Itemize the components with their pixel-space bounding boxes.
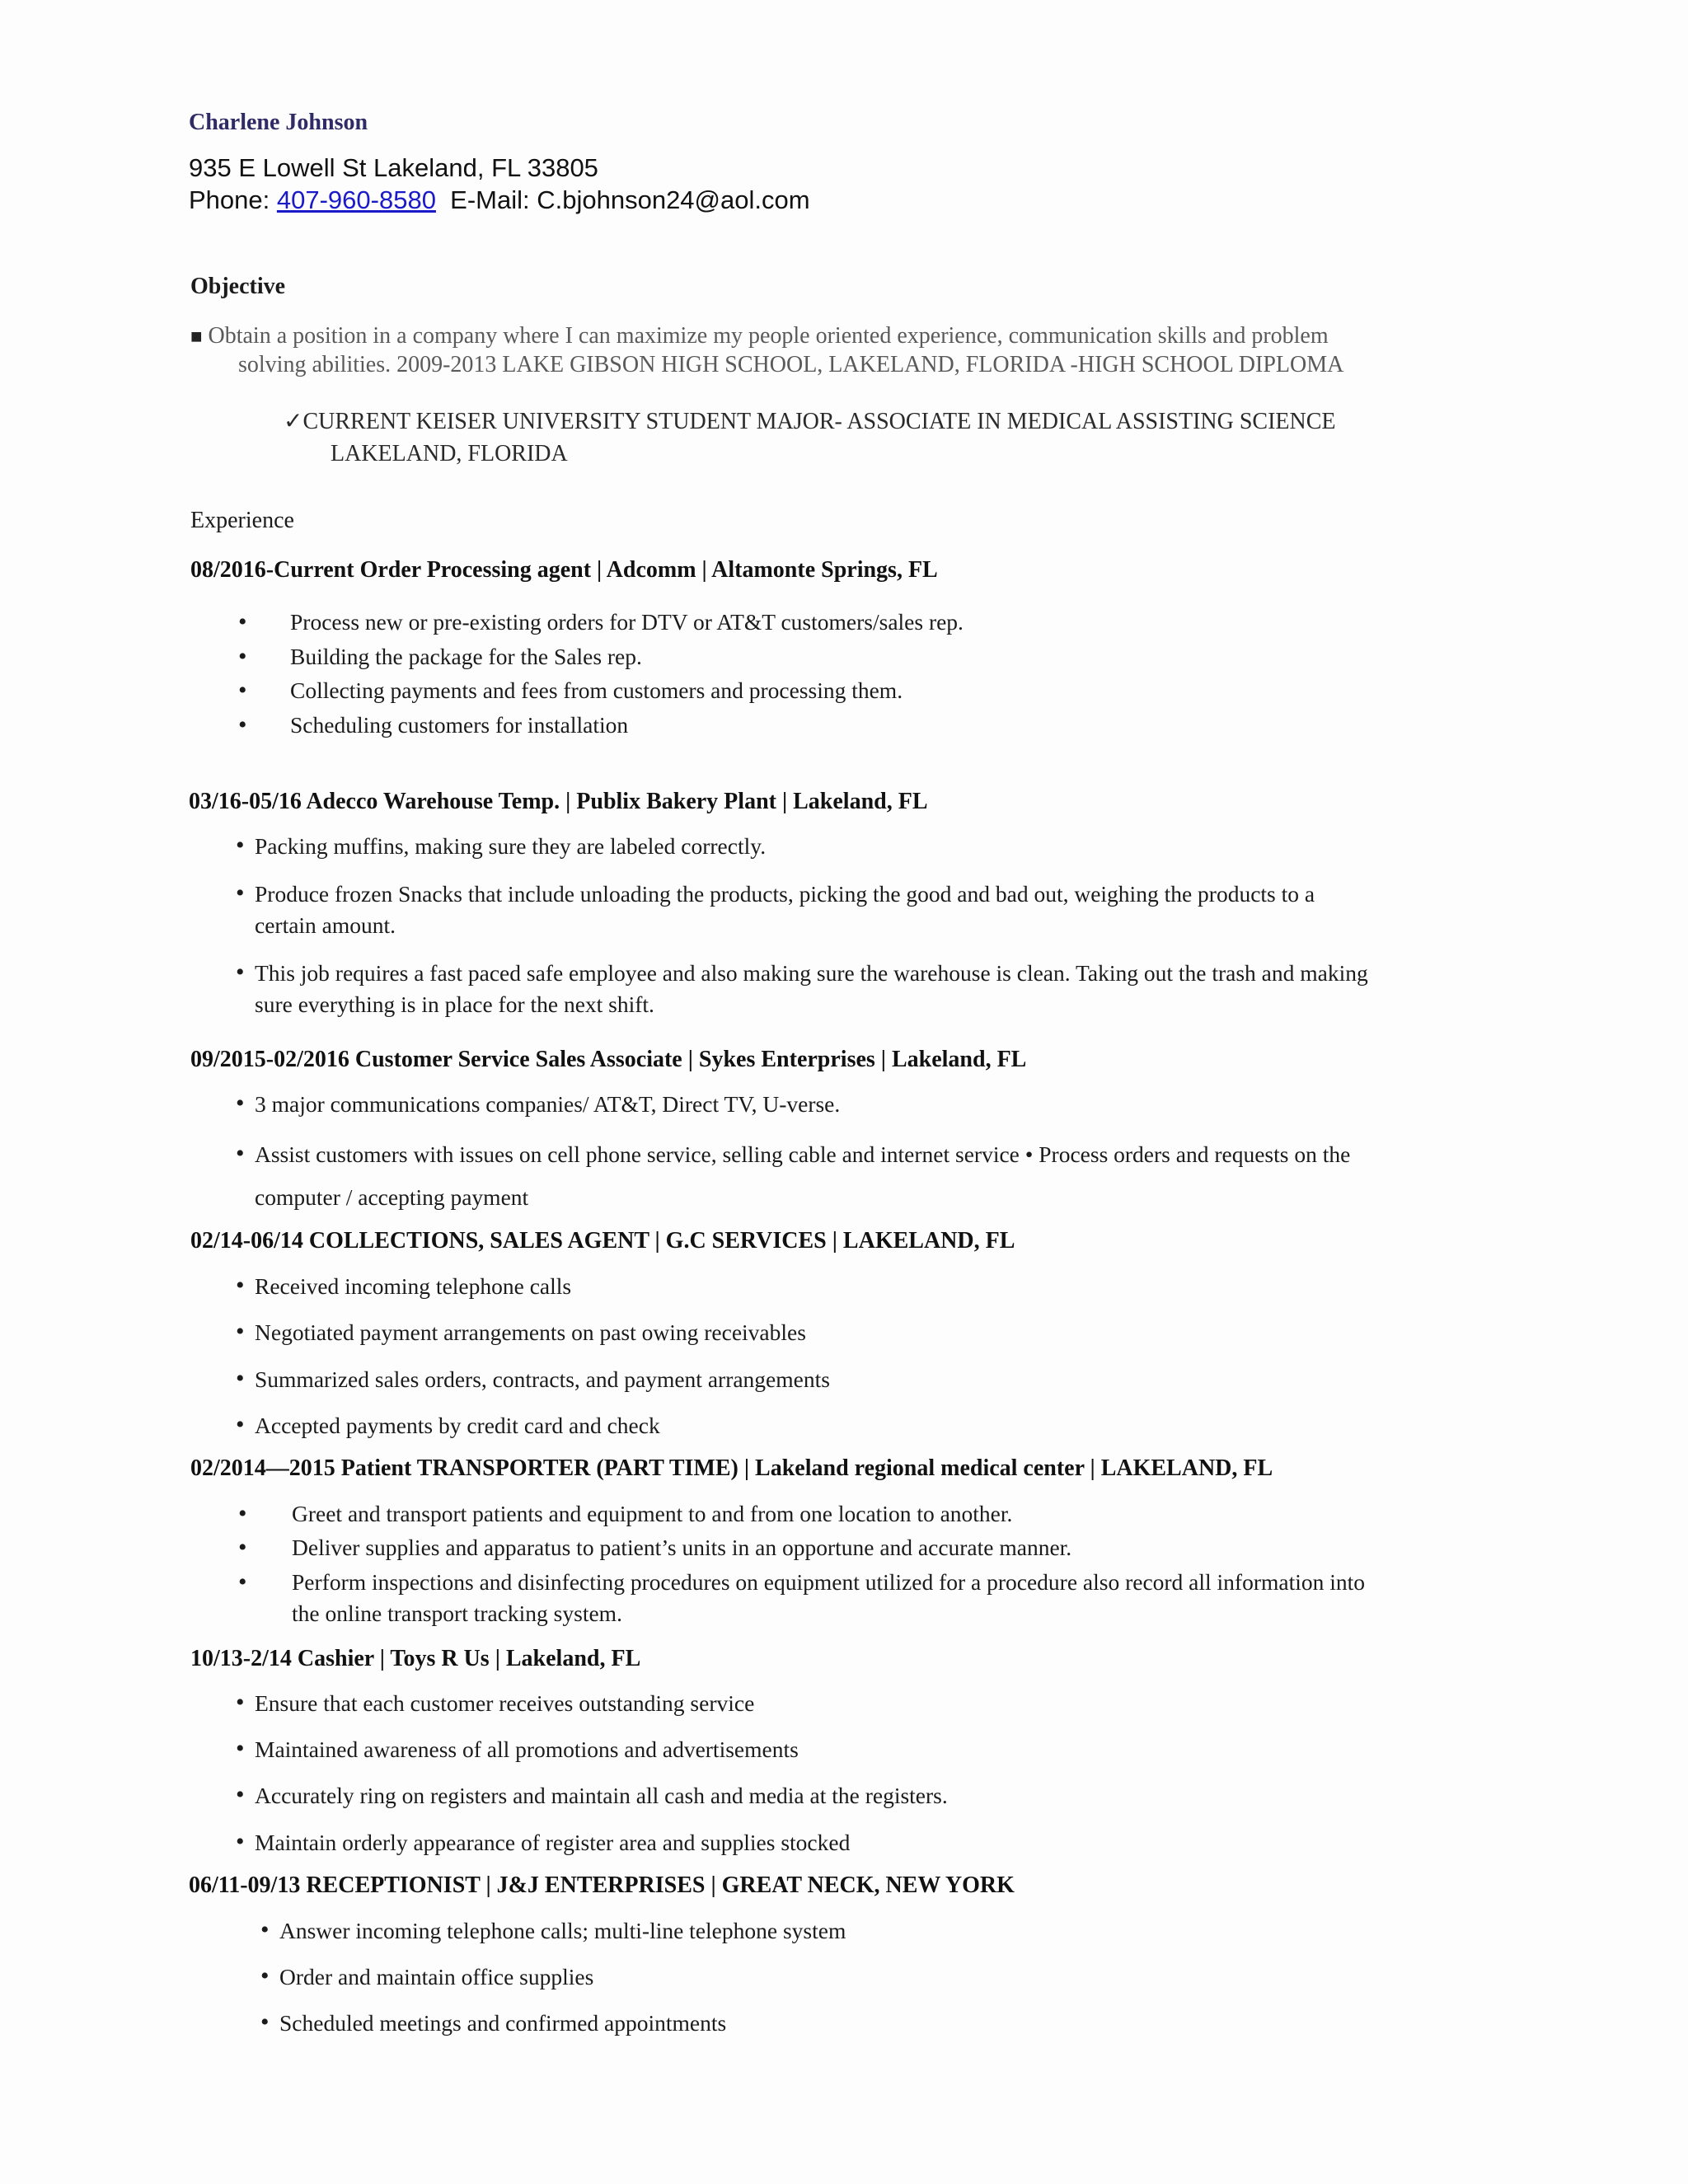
job-title: 09/2015-02/2016 Customer Service Sales Associate | Sykes Enterprises | Lakeland, FL	[190, 1047, 1027, 1072]
email-text: E-Mail: C.bjohnson24@aol.com	[450, 185, 810, 214]
job-item: Maintain orderly appearance of register area and supplies stocked	[255, 1830, 851, 1855]
checkmark-icon: ✓	[284, 409, 303, 434]
candidate-name: Charlene Johnson	[189, 110, 368, 135]
bullet-icon: •	[236, 1411, 245, 1438]
objective-line-2: solving abilities. 2009-2013 LAKE GIBSON HIGH SCHOOL, LAKELAND, FLORIDA -HIGH SCHOOL DIPLOMA	[238, 352, 1344, 377]
education-line-1	[284, 407, 1336, 435]
bullet-icon: •	[236, 1735, 245, 1762]
job-title: 06/11-09/13 RECEPTIONIST | J&J ENTERPRISES | GREAT NECK, NEW YORK	[189, 1872, 1015, 1898]
job-title: 02/14-06/14 COLLECTIONS, SALES AGENT | G.C SERVICES | LAKELAND, FL	[190, 1228, 1015, 1254]
job-item: This job requires a fast paced safe employee and also making sure the warehouse is clean. Taking out the trash and making	[255, 960, 1368, 986]
address: 935 E Lowell St Lakeland, FL 33805	[189, 153, 598, 182]
job-title: 10/13-2/14 Cashier | Toys R Us | Lakeland, FL	[190, 1646, 641, 1671]
job-title: 08/2016-Current Order Processing agent | Adcomm | Altamonte Springs, FL	[190, 557, 938, 583]
bullet-icon: •	[236, 1140, 245, 1167]
education-line-2: LAKELAND, FLORIDA	[331, 441, 568, 466]
job-item: Summarized sales orders, contracts, and payment arrangements	[255, 1366, 830, 1392]
job-title: 02/2014—2015 Patient TRANSPORTER (PART TIME) | Lakeland regional medical center | LAKELAND, FL	[190, 1455, 1273, 1481]
bullet-icon: •	[236, 1781, 245, 1808]
bullet-icon: •	[238, 643, 247, 670]
bullet-icon: •	[236, 832, 245, 859]
job-item: Process new or pre-existing orders for DTV or AT&T customers/sales rep.	[290, 609, 964, 635]
job-item: certain amount.	[255, 912, 396, 938]
objective-heading: Objective	[190, 274, 286, 299]
contact-line	[189, 185, 810, 215]
job-item: Order and maintain office supplies	[279, 1964, 594, 1990]
job-item: Maintained awareness of all promotions and advertisements	[255, 1736, 799, 1762]
job-item: computer / accepting payment	[255, 1184, 529, 1210]
square-bullet-icon: ■	[190, 326, 203, 348]
job-item: Answer incoming telephone calls; multi-line telephone system	[279, 1918, 846, 1943]
bullet-icon: •	[236, 1365, 245, 1392]
bullet-icon: •	[238, 711, 247, 738]
job-item: Deliver supplies and apparatus to patient’s units in an opportune and accurate manner.	[292, 1535, 1072, 1560]
bullet-icon: •	[238, 1534, 247, 1561]
job-item: Packing muffins, making sure they are labeled correctly.	[255, 833, 767, 859]
bullet-icon: •	[236, 1090, 245, 1117]
job-item: sure everything is in place for the next shift.	[255, 991, 654, 1017]
job-item: Produce frozen Snacks that include unloading the products, picking the good and bad out, weighing the products to a	[255, 881, 1315, 907]
job-item: Ensure that each customer receives outstanding service	[255, 1690, 755, 1716]
job-item: Greet and transport patients and equipment to and from one location to another.	[292, 1501, 1013, 1526]
job-title: 03/16-05/16 Adecco Warehouse Temp. | Publix Bakery Plant | Lakeland, FL	[189, 789, 928, 814]
job-item: Building the package for the Sales rep.	[290, 644, 642, 669]
job-item: Received incoming telephone calls	[255, 1273, 572, 1299]
job-item: 3 major communications companies/ AT&T, Direct TV, U-verse.	[255, 1091, 841, 1117]
phone-link[interactable]: 407-960-8580	[276, 185, 436, 214]
job-item: Negotiated payment arrangements on past owing receivables	[255, 1319, 806, 1345]
job-item: the online transport tracking system.	[292, 1601, 622, 1626]
job-item: Assist customers with issues on cell phone service, selling cable and internet service • Process orders and requests on the	[255, 1141, 1351, 1167]
bullet-icon: •	[260, 1916, 270, 1943]
bullet-icon: •	[236, 879, 245, 907]
job-item: Scheduled meetings and confirmed appointments	[279, 2010, 727, 2036]
objective-text-1: Obtain a position in a company where I can maximize my people oriented experience, communication skills and problem	[208, 323, 1329, 349]
job-item: Accurately ring on registers and maintain all cash and media at the registers.	[255, 1783, 948, 1808]
education-text-1: CURRENT KEISER UNIVERSITY STUDENT MAJOR- ASSOCIATE IN MEDICAL ASSISTING SCIENCE	[302, 409, 1336, 434]
objective-line-1	[190, 323, 1329, 349]
phone-label: Phone:	[189, 185, 277, 214]
bullet-icon: •	[238, 1500, 247, 1527]
bullet-icon: •	[238, 677, 247, 704]
bullet-icon: •	[236, 958, 245, 986]
bullet-icon: •	[236, 1272, 245, 1299]
bullet-icon: •	[260, 1962, 270, 1990]
job-item: Collecting payments and fees from customers and processing them.	[290, 677, 903, 703]
bullet-icon: •	[238, 608, 247, 635]
experience-heading: Experience	[190, 508, 294, 533]
bullet-icon: •	[236, 1828, 245, 1855]
bullet-icon: •	[236, 1318, 245, 1345]
job-item: Scheduling customers for installation	[290, 712, 629, 738]
bullet-icon: •	[238, 1568, 247, 1596]
bullet-icon: •	[260, 2008, 270, 2036]
job-item: Perform inspections and disinfecting procedures on equipment utilized for a procedure also record all information into	[292, 1569, 1366, 1595]
bullet-icon: •	[236, 1689, 245, 1716]
job-item: Accepted payments by credit card and check	[255, 1413, 660, 1438]
